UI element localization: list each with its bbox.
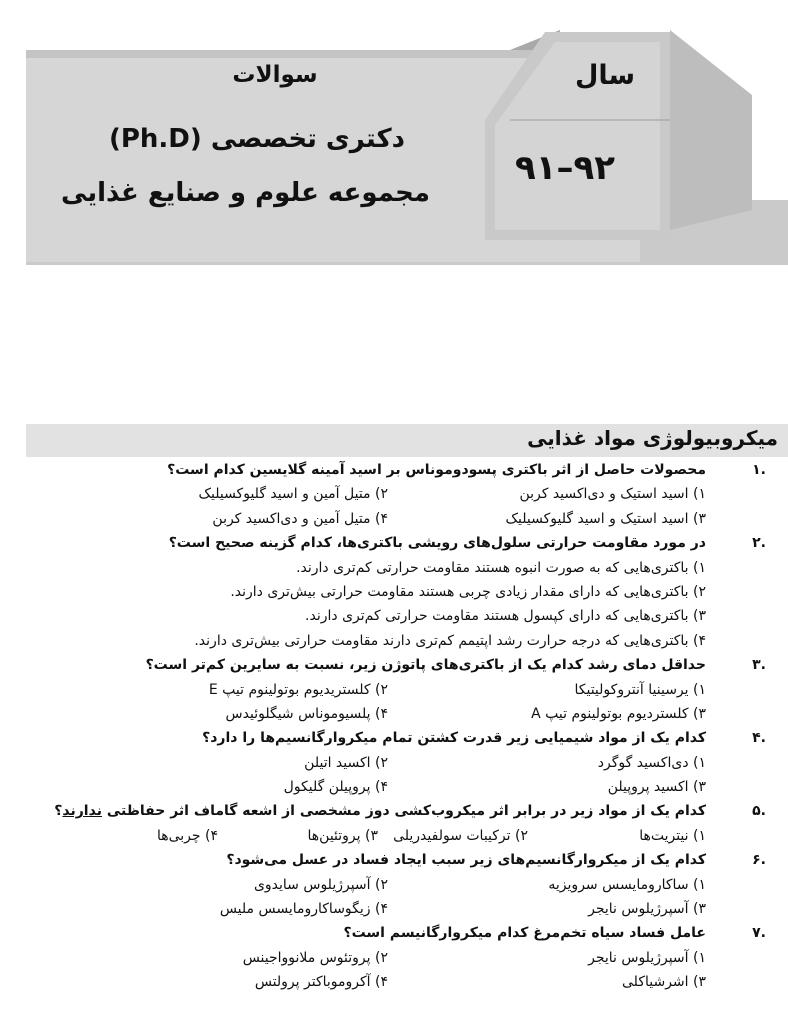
question-1 [0, 459, 788, 532]
option-2[interactable]: ۲) ترکیبات سولفیدریلی [393, 827, 528, 844]
question-text: عامل فساد سیاه تخم‌مرغ کدام میکروارگانیسم است؟ [343, 925, 706, 942]
option-4[interactable]: ۴) زیگوساکارومایسس ملیس [219, 901, 388, 918]
question-number: .۳ [752, 657, 766, 674]
question-text: حداقل دمای رشد کدام یک از باکتری‌های پاتوژن زیر، نسبت به سایرین کم‌تر است؟ [145, 657, 706, 674]
year-label: سال [574, 60, 636, 91]
question-text: کدام یک از مواد زیر در برابر اثر میکروب‌کشی دوز مشخصی از اشعه گاماف اثر حفاظتی ندارند؟ [54, 803, 706, 820]
option-4[interactable]: ۴) متیل آمین و دی‌اکسید کربن [212, 510, 388, 527]
option-1[interactable]: ۱) آسپرژیلوس نایجر [588, 949, 706, 966]
option-1[interactable]: ۱) نیتریت‌ها [639, 827, 706, 844]
option-1[interactable]: ۱) یرسینیا آنتروکولیتیکا [574, 681, 706, 698]
question-number: .۱ [752, 462, 766, 478]
question-text-emphasis: ندارند [62, 803, 102, 820]
option-3[interactable]: ۳) کلستردیوم بوتولینوم تیپ A [531, 705, 706, 722]
question-text: کدام یک از میکروارگانسیم‌های زیر سبب ایجاد فساد در عسل می‌شود؟ [226, 852, 706, 869]
option-4[interactable]: ۴) پلسیوموناس شیگلوئیدس [225, 705, 388, 722]
option-4[interactable]: ۴) آکروموباکتر پرولتس [254, 974, 388, 991]
question-6 [0, 849, 788, 922]
field-title: مجموعه علوم و صنایع غذایی [61, 178, 430, 208]
option-3[interactable]: ۳) اکسید پروپیلن [607, 779, 706, 796]
option-3[interactable]: ۳) اشرشیاکلی [622, 974, 706, 991]
question-text: در مورد مقاومت حرارتی سلول‌های رویشی باکتری‌ها، کدام گزینه صحیح است؟ [168, 535, 706, 552]
question-7 [0, 922, 788, 995]
option-3[interactable]: ۳) آسپرژیلوس نایجر [588, 901, 706, 918]
option-2[interactable]: ۲) اکسید اتیلن [304, 754, 388, 771]
question-number: .۶ [752, 852, 766, 869]
question-text: محصولات حاصل از اثر باکتری پسودوموناس بر اسید آمینه گلایسین کدام است؟ [167, 462, 706, 478]
option-4[interactable]: ۴) پروپیلن گلیکول [283, 779, 388, 796]
question-list [0, 459, 788, 996]
option-4[interactable]: ۴) چربی‌ها [156, 827, 218, 844]
question-number: .۲ [752, 535, 766, 552]
years-value: ۹۱–۹۲ [514, 148, 615, 188]
question-5 [0, 800, 788, 849]
question-4 [0, 727, 788, 800]
question-3 [0, 654, 788, 727]
option-1[interactable]: ۱) دی‌اکسید گوگرد [597, 754, 706, 771]
degree-title: دکتری تخصصی (Ph.D) [108, 124, 405, 154]
option-4[interactable]: ۴) باکتری‌هایی که درجه حرارت رشد اپتیمم کم‌تری دارند مقاومت حرارتی بیش‌تری دارند. [194, 632, 706, 649]
option-2[interactable]: ۲) باکتری‌هایی که دارای مقدار زیادی چربی هستند مقاومت حرارتی بیش‌تری دارند. [230, 583, 706, 600]
option-2[interactable]: ۲) کلستریدیوم بوتولینوم تیپ E [208, 681, 388, 698]
question-text-main: کدام یک از مواد زیر در برابر اثر میکروب‌کشی دوز مشخصی از اشعه گاماف اثر حفاظتی [106, 803, 706, 820]
option-2[interactable]: ۲) متیل آمین و اسید گلیوکسیلیک [198, 486, 388, 503]
question-text: کدام یک از مواد شیمیایی زیر قدرت کشتن تمام میکروارگانسیم‌ها را دارد؟ [202, 730, 706, 747]
banner-ribbon-right [670, 30, 752, 230]
section-title: میکروبیولوژی مواد غذایی [527, 426, 778, 450]
option-2[interactable]: ۲) آسپرژیلوس سایدوی [253, 876, 388, 893]
option-2[interactable]: ۲) پروتئوس ملانوواجینس [242, 949, 388, 966]
option-1[interactable]: ۱) باکتری‌هایی که به صورت انبوه هستند مقاومت حرارتی کم‌تری دارند. [296, 559, 706, 576]
question-number: .۵ [752, 803, 766, 820]
questions-label: سوالات [232, 62, 318, 88]
question-number: .۴ [752, 730, 766, 747]
section-header [26, 424, 788, 457]
question-2 [0, 532, 788, 654]
question-number: .۷ [752, 925, 766, 942]
option-1[interactable]: ۱) اسید استیک و دی‌اکسید کربن [519, 486, 706, 503]
option-3[interactable]: ۳) باکتری‌هایی که دارای کپسول هستند مقاومت حرارتی کم‌تری دارند. [305, 608, 706, 625]
option-3[interactable]: ۳) پروتئین‌ها [307, 827, 378, 844]
option-1[interactable]: ۱) ساکارومایسس سرویزیه [548, 876, 706, 893]
option-3[interactable]: ۳) اسید استیک و اسید گلیوکسیلیک [505, 510, 706, 527]
